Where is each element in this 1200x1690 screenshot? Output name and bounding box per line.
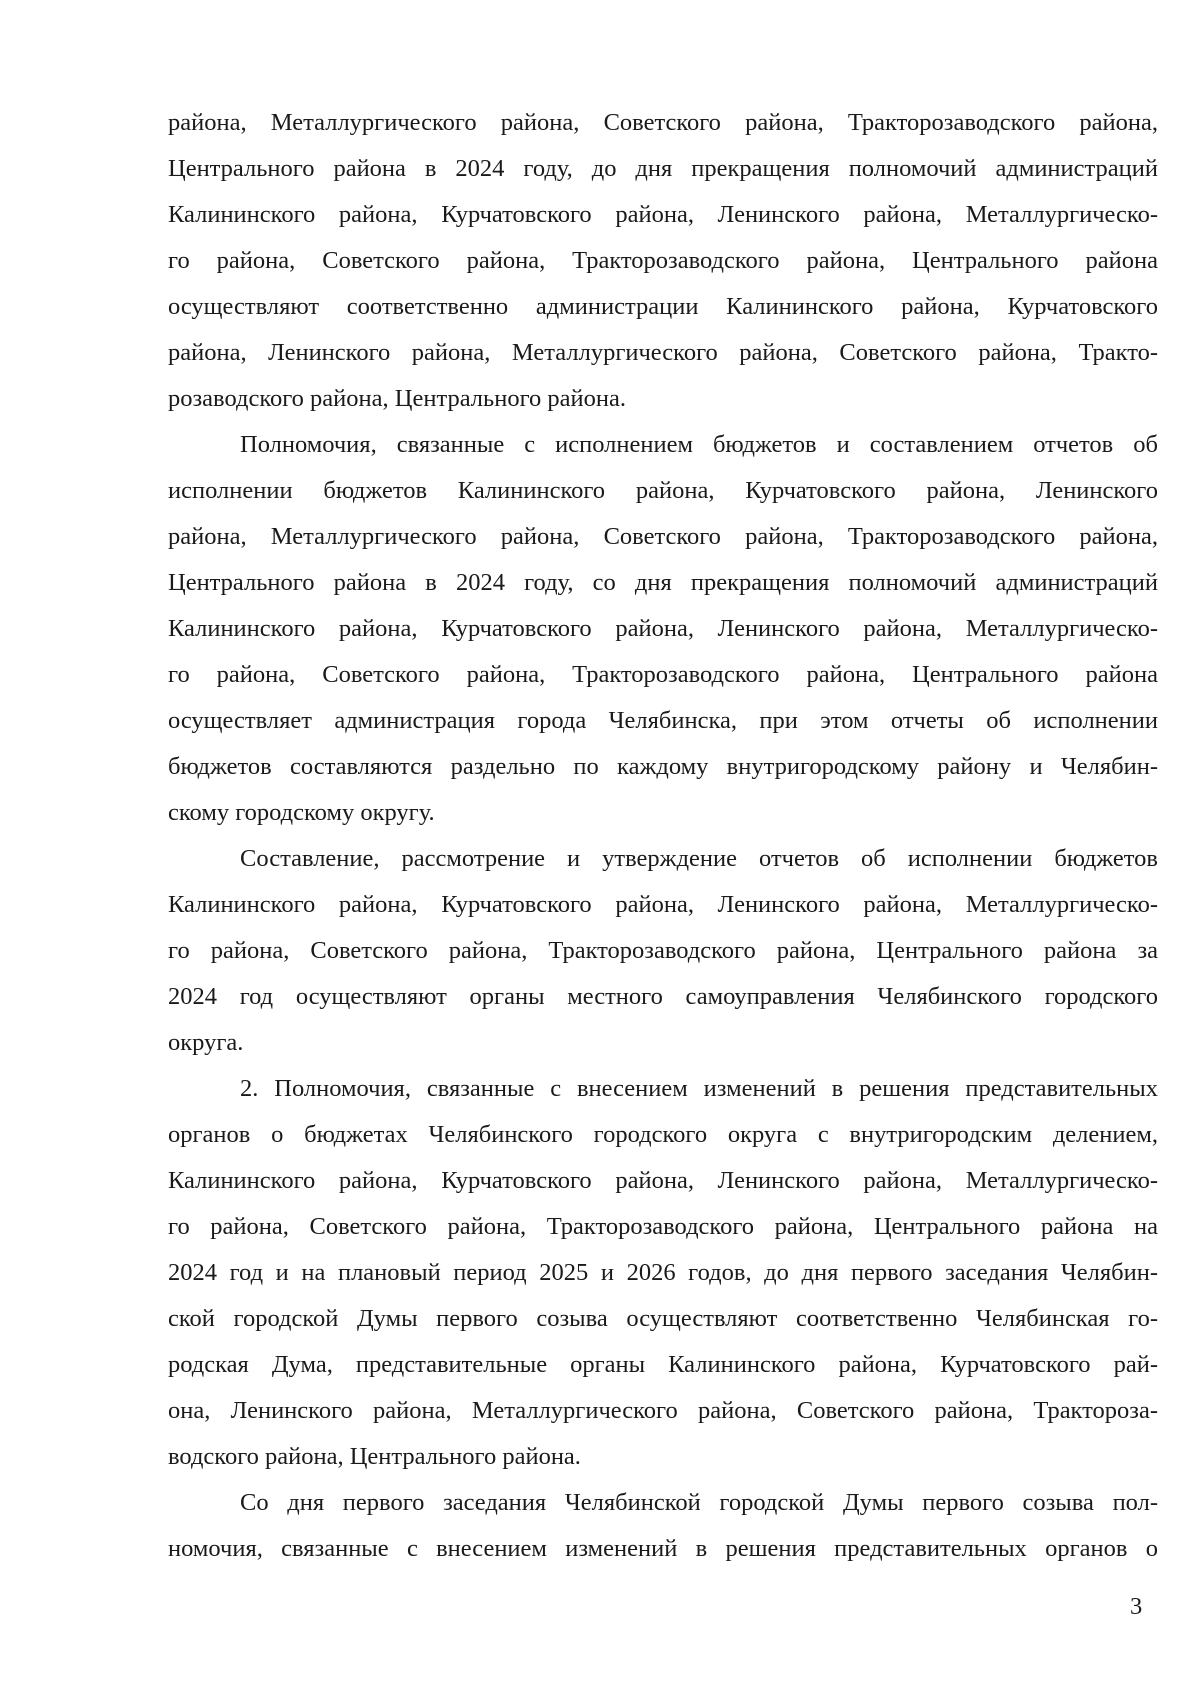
paragraph <box>168 100 1158 422</box>
text-line: родская Дума, представительные органы Калининского района, Курчатовского рай- <box>168 1351 1158 1378</box>
text-line: Калининского района, Курчатовского района, Ленинского района, Металлургическо- <box>168 201 1158 228</box>
text-line: Калининского района, Курчатовского района, Ленинского района, Металлургическо- <box>168 1167 1158 1194</box>
text-line: она, Ленинского района, Металлургического района, Советского района, Трактороза- <box>168 1397 1158 1424</box>
text-line: ской городской Думы первого созыва осуществляют соответственно Челябинская го- <box>168 1305 1158 1332</box>
text-line: Калининского района, Курчатовского района, Ленинского района, Металлургическо- <box>168 615 1158 642</box>
text-line: 2024 год осуществляют органы местного самоуправления Челябинского городского <box>168 983 1158 1010</box>
text-line: органов о бюджетах Челябинского городского округа с внутригородским делением, <box>168 1121 1158 1148</box>
text-line: осуществляет администрация города Челябинска, при этом отчеты об исполнении <box>168 707 1158 734</box>
text-line: 2024 год и на плановый период 2025 и 2026 годов, до дня первого заседания Челябин- <box>168 1259 1158 1286</box>
text-line: го района, Советского района, Тракторозаводского района, Центрального района <box>168 661 1158 688</box>
text-line: го района, Советского района, Тракторозаводского района, Центрального района <box>168 247 1158 274</box>
text-line: Составление, рассмотрение и утверждение отчетов об исполнении бюджетов <box>240 845 1158 872</box>
text-line: района, Металлургического района, Советского района, Тракторозаводского района, <box>168 109 1158 136</box>
page-number: 3 <box>1130 1593 1143 1620</box>
text-line: Полномочия, связанные с исполнением бюджетов и составлением отчетов об <box>240 431 1158 458</box>
document-body <box>168 100 1158 1572</box>
text-line: Со дня первого заседания Челябинской городской Думы первого созыва пол- <box>240 1489 1158 1516</box>
paragraph <box>168 836 1158 1066</box>
text-line: 2. Полномочия, связанные с внесением изменений в решения представительных <box>240 1075 1158 1102</box>
text-line: Центрального района в 2024 году, со дня прекращения полномочий администраций <box>168 569 1158 596</box>
text-line: скому городскому округу. <box>168 799 435 826</box>
text-line: осуществляют соответственно администрации Калининского района, Курчатовского <box>168 293 1158 320</box>
text-line: водского района, Центрального района. <box>168 1443 581 1470</box>
text-line: бюджетов составляются раздельно по каждому внутригородскому району и Челябин- <box>168 753 1158 780</box>
paragraph <box>168 1066 1158 1480</box>
paragraph <box>168 1480 1158 1572</box>
text-line: Центрального района в 2024 году, до дня прекращения полномочий администраций <box>168 155 1158 182</box>
text-line: Калининского района, Курчатовского района, Ленинского района, Металлургическо- <box>168 891 1158 918</box>
text-line: исполнении бюджетов Калининского района, Курчатовского района, Ленинского <box>168 477 1158 504</box>
text-line: номочия, связанные с внесением изменений в решения представительных органов о <box>168 1535 1158 1562</box>
text-line: го района, Советского района, Тракторозаводского района, Центрального района на <box>168 1213 1158 1240</box>
text-line: района, Ленинского района, Металлургического района, Советского района, Тракто- <box>168 339 1158 366</box>
text-line: района, Металлургического района, Советского района, Тракторозаводского района, <box>168 523 1158 550</box>
paragraph <box>168 422 1158 836</box>
text-line: розаводского района, Центрального района. <box>168 385 626 412</box>
text-line: го района, Советского района, Тракторозаводского района, Центрального района за <box>168 937 1158 964</box>
text-line: округа. <box>168 1029 244 1056</box>
